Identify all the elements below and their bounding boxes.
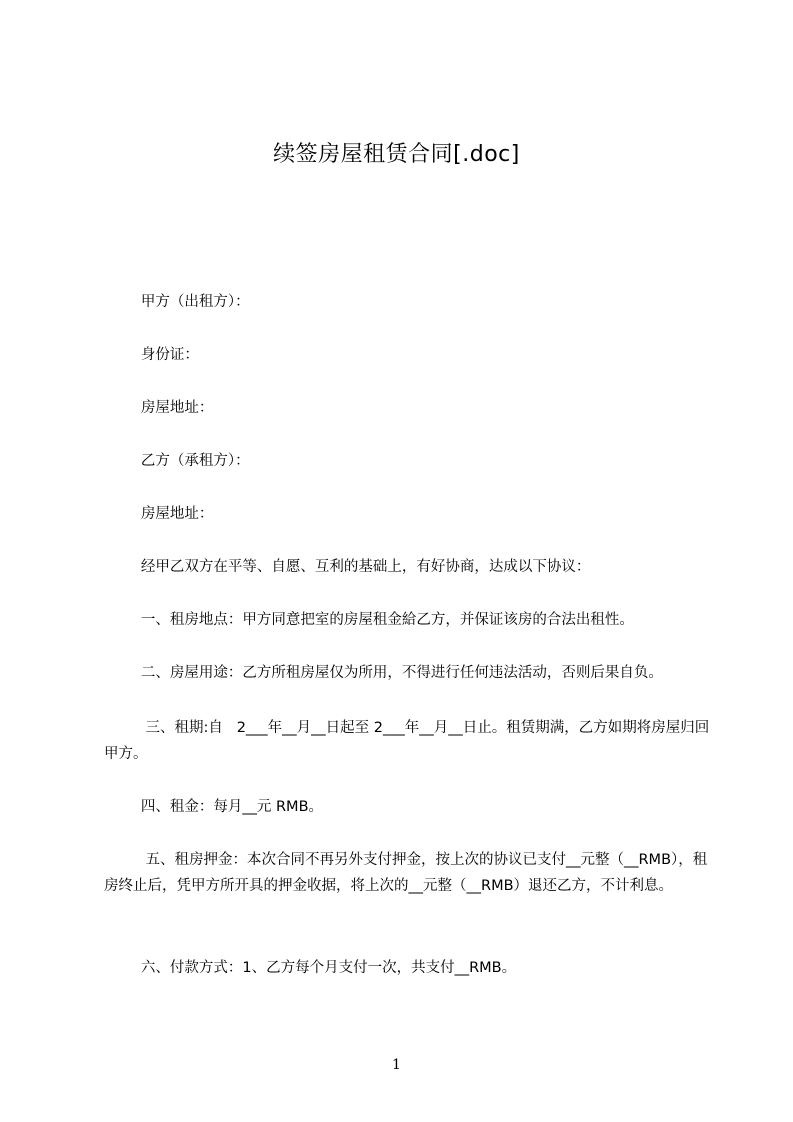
house-address-a: 房屋地址： [104, 400, 214, 416]
agreement-intro: 经甲乙双方在平等、自愿、互利的基础上，有好协商，达成以下协议： [104, 559, 591, 575]
clause-3-term: 三、租期:自 2___年__月__日起至 2___年__月__日止。租赁期满，乙方如期将房屋归回甲方。 [104, 720, 710, 762]
party-a-lessor: 甲方（出租方）： [104, 294, 250, 310]
page-number: 1 [392, 1057, 401, 1073]
party-b-lessee: 乙方（承租方）： [104, 453, 250, 469]
id-card: 身份证： [104, 347, 199, 363]
clause-5-deposit: 五、租房押金：本次合同不再另外支付押金，按上次的协议已支付__元整（__RMB），租房终止后，凭甲方所开具的押金收据，将上次的__元整（__RMB）退还乙方，不计利息。 [104, 852, 708, 894]
document-title: 续签房屋租赁合同[.doc] [273, 142, 520, 167]
clause-1-location: 一、租房地点：甲方同意把室的房屋租金給乙方，并保证该房的合法出租性。 [104, 612, 634, 628]
clause-4-rent: 四、租金：每月__元 RMB。 [104, 799, 324, 815]
clause-6-payment: 六、付款方式：1、乙方每个月支付一次，共支付__RMB。 [104, 960, 517, 976]
house-address-b: 房屋地址： [104, 506, 214, 522]
clause-2-usage: 二、房屋用途：乙方所租房屋仅为所用，不得进行任何违法活动，否则后果自负。 [104, 665, 663, 681]
